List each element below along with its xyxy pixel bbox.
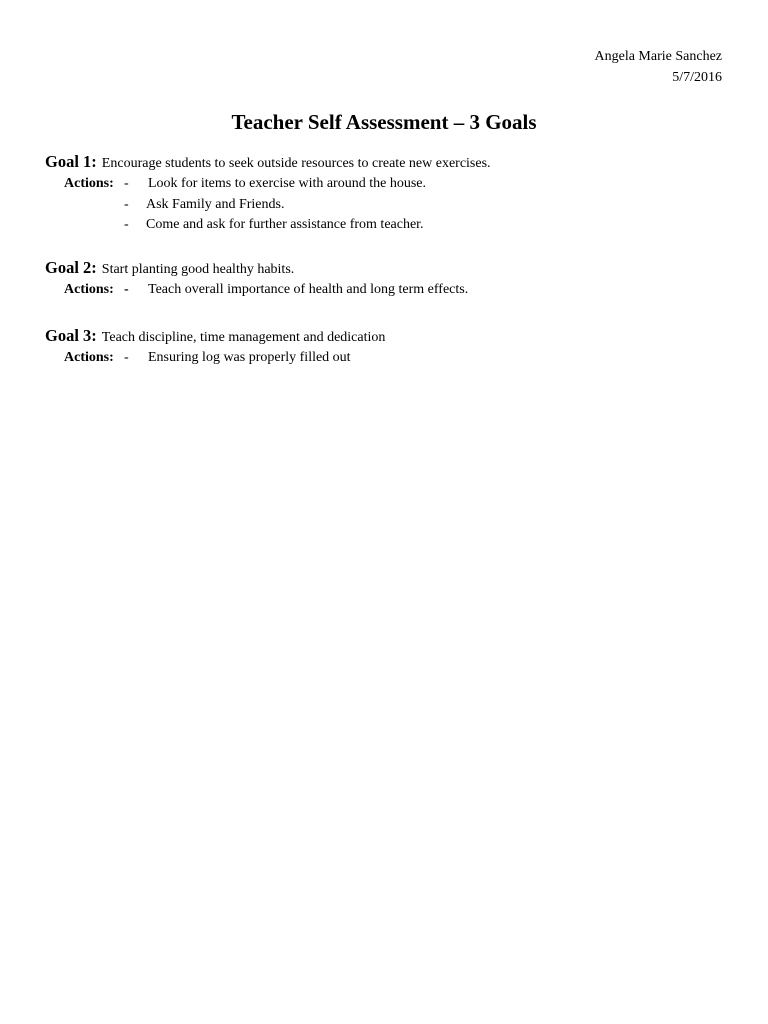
actions-label: Actions: [64, 176, 114, 191]
goal-label: Goal 2: [45, 258, 97, 277]
goal-heading [45, 258, 294, 280]
action-row [45, 195, 491, 216]
bullet-dash: - [124, 196, 129, 212]
action-item: Look for items to exercise with around the house. [148, 176, 426, 191]
action-item: Teach overall importance of health and long term effects. [148, 282, 469, 297]
action-item: Ask Family and Friends. [146, 196, 285, 212]
document-title: Teacher Self Assessment – 3 Goals [231, 110, 537, 134]
author-block [595, 46, 723, 88]
bullet-dash: - [124, 282, 129, 297]
goal-text: Encourage students to seek outside resources to create new exercises. [101, 156, 491, 171]
goal-text: Teach discipline, time management and dedication [101, 330, 386, 345]
actions-label: Actions: [64, 350, 114, 365]
goal-label: Goal 3: [45, 326, 97, 345]
action-row [45, 215, 491, 236]
bullet-dash: - [124, 176, 129, 191]
bullet-dash: - [124, 217, 129, 232]
goal-3 [45, 326, 385, 369]
goal-1 [45, 152, 491, 236]
goal-heading [45, 326, 385, 348]
action-row [45, 174, 491, 195]
goal-text: Start planting good healthy habits. [101, 262, 295, 277]
goal-heading [45, 152, 491, 174]
action-row [45, 280, 469, 301]
action-item: Come and ask for further assistance from teacher. [146, 217, 424, 232]
document-date: 5/7/2016 [672, 70, 722, 85]
goal-label: Goal 1: [45, 152, 97, 171]
action-item: Ensuring log was properly filled out [148, 350, 351, 365]
bullet-dash: - [124, 350, 129, 365]
goal-2 [45, 258, 469, 301]
author-name: Angela Marie Sanchez [594, 49, 722, 64]
actions-label: Actions: [64, 282, 114, 297]
action-row [45, 348, 385, 369]
